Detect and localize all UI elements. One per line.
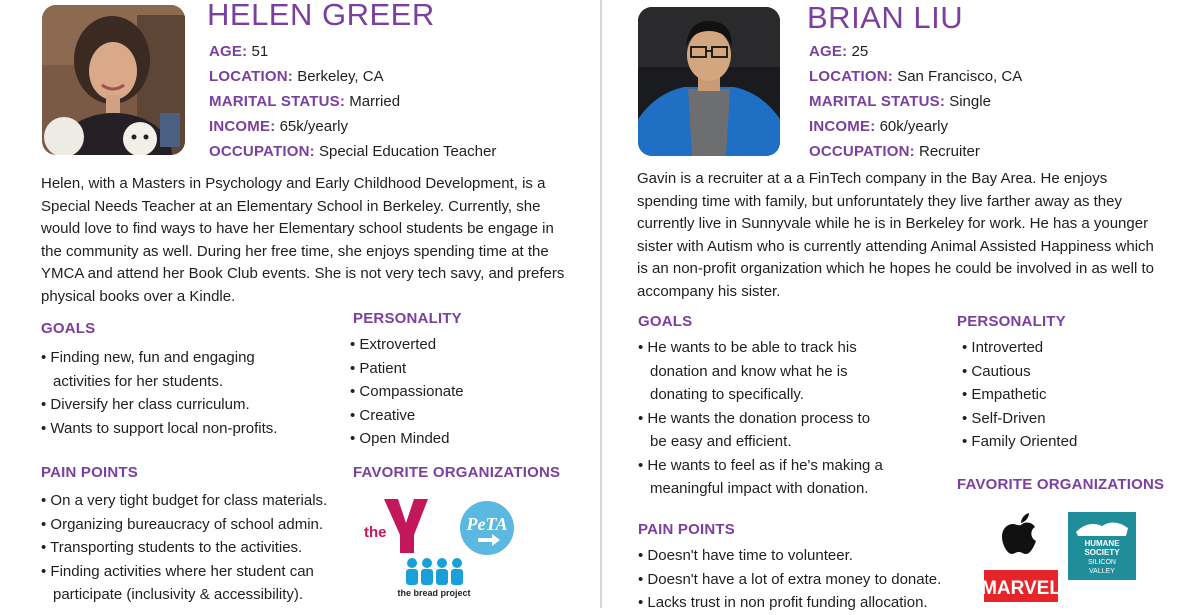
persona-bio: Helen, with a Masters in Psychology and Early Childhood Development, is a Special Needs Teacher at an Elementary School in Berkeley. Currently, she would love to find ways to have her Elementary school students be engage in the community as well. During her free time, she enjoys spending time at the YMCA and attend her Book Club events. She is not very tech savy, and prefers physical books over a Kindle. [41,175,565,305]
humane-society-line: SOCIETY [1084,548,1120,557]
fact-value: San Francisco, CA [897,68,1023,85]
fact-value: 65k/yearly [279,118,348,135]
fact-age [809,39,1022,64]
humane-society-logo [1068,512,1136,585]
personality-trait: • Patient [350,357,550,381]
personality-trait: • Introverted [962,336,1162,360]
persona-photo [638,7,780,156]
goal-item: • Wants to support local non-profits. [41,417,281,441]
favorite-organizations-heading: FAVORITE ORGANIZATIONS [353,464,561,481]
fact-occupation [209,139,496,164]
personality-trait: • Self-Driven [962,407,1162,431]
personality-heading: PERSONALITY [957,313,1066,330]
fact-value: Single [949,93,991,110]
personality-trait: • Compassionate [350,380,550,404]
pain-point-item: • Finding activities where her student can participate (inclusivity & accessibility). [41,560,341,607]
marvel-logo-text: MARVEL [984,578,1058,599]
pain-points-list [638,544,968,615]
pain-point-item: • Organizing bureaucracy of school admin. [41,513,341,537]
humane-society-line: SILICON [1087,559,1117,566]
fact-value: 25 [851,43,869,60]
persona-photo [42,5,185,155]
goal-item: • He wants to feel as if he's making a meaningful impact with donation. [638,454,890,501]
goal-item: • He wants to be able to track his donation and know what he is donating to specifically. [638,336,890,407]
fact-location [809,64,1022,89]
goals-heading: GOALS [41,320,96,337]
fact-marital-status [209,89,496,114]
marvel-logo [984,570,1058,607]
fact-income [809,114,1022,139]
persona-card-helen [0,0,600,608]
fact-value: 51 [251,43,269,60]
pain-points-heading: PAIN POINTS [638,521,735,538]
fact-location [209,64,496,89]
personality-trait: • Empathetic [962,383,1162,407]
fact-label: INCOME: [809,118,876,135]
personality-trait: • Family Oriented [962,430,1162,454]
goal-item: • Finding new, fun and engaging activities for her students. [41,346,281,393]
humane-society-line: VALLEY [1089,568,1115,575]
fact-value: 60k/yearly [879,118,948,135]
persona-name: HELEN GREER [207,0,435,32]
pain-point-item: • Doesn't have time to volunteer. [638,544,968,568]
pain-points-list [41,489,341,607]
personality-heading: PERSONALITY [353,310,462,327]
personality-trait: • Cautious [962,360,1162,384]
fact-value: Recruiter [918,143,980,160]
fact-label: INCOME: [209,118,276,135]
fact-label: LOCATION: [809,68,894,85]
fact-label: OCCUPATION: [209,143,315,160]
goal-item: • He wants the donation process to be easy and efficient. [638,407,890,454]
fact-label: AGE: [809,43,848,60]
bread-project-logo [393,556,475,607]
fact-value: Married [349,93,401,110]
fact-marital-status [809,89,1022,114]
fact-label: LOCATION: [209,68,294,85]
personality-trait: • Creative [350,404,550,428]
persona-facts [209,39,496,164]
pain-point-item: • On a very tight budget for class materials. [41,489,341,513]
personality-trait: • Open Minded [350,427,550,451]
fact-label: OCCUPATION: [809,143,915,160]
fact-label: MARITAL STATUS: [809,93,946,110]
fact-value: Special Education Teacher [318,143,497,160]
ymca-logo-text: the [364,524,387,541]
bread-project-logo-text: the bread project [397,588,471,598]
fact-age [209,39,496,64]
fact-occupation [809,139,1022,164]
peta-logo [458,500,516,561]
goal-item: • Diversify her class curriculum. [41,393,281,417]
humane-society-line: HUMANE [1084,539,1120,548]
persona-name: BRIAN LIU [807,0,964,35]
personality-list [350,333,550,451]
ymca-logo [362,497,432,560]
persona-facts [809,39,1022,164]
fact-value: Berkeley, CA [297,68,384,85]
goals-list [41,346,281,440]
fact-income [209,114,496,139]
apple-logo [1002,512,1040,561]
pain-point-item: • Transporting students to the activities. [41,536,341,560]
pain-points-heading: PAIN POINTS [41,464,138,481]
favorite-organizations-heading: FAVORITE ORGANIZATIONS [957,476,1165,493]
pain-point-item: • Doesn't have a lot of extra money to donate. [638,568,968,592]
fact-label: AGE: [209,43,248,60]
pain-point-item: • Lacks trust in non profit funding allocation. [638,591,968,615]
personality-trait: • Extroverted [350,333,550,357]
persona-card-brian [602,0,1200,611]
peta-logo-text: PeTA [466,514,508,534]
goals-list [638,336,890,501]
personality-list [962,336,1162,454]
fact-label: MARITAL STATUS: [209,93,346,110]
persona-bio: Gavin is a recruiter at a a FinTech company in the Bay Area. He enjoys spending time with family, but unforuntately they live farther away as they currently live in Sunnyvale while he is in Berkeley for work. He has a younger sister with Autism who is currently attending Animal Assisted Happiness which is an non-profit organization which he hopes he could be involved in as well to accompany his sister. [637,170,1154,300]
goals-heading: GOALS [638,313,693,330]
